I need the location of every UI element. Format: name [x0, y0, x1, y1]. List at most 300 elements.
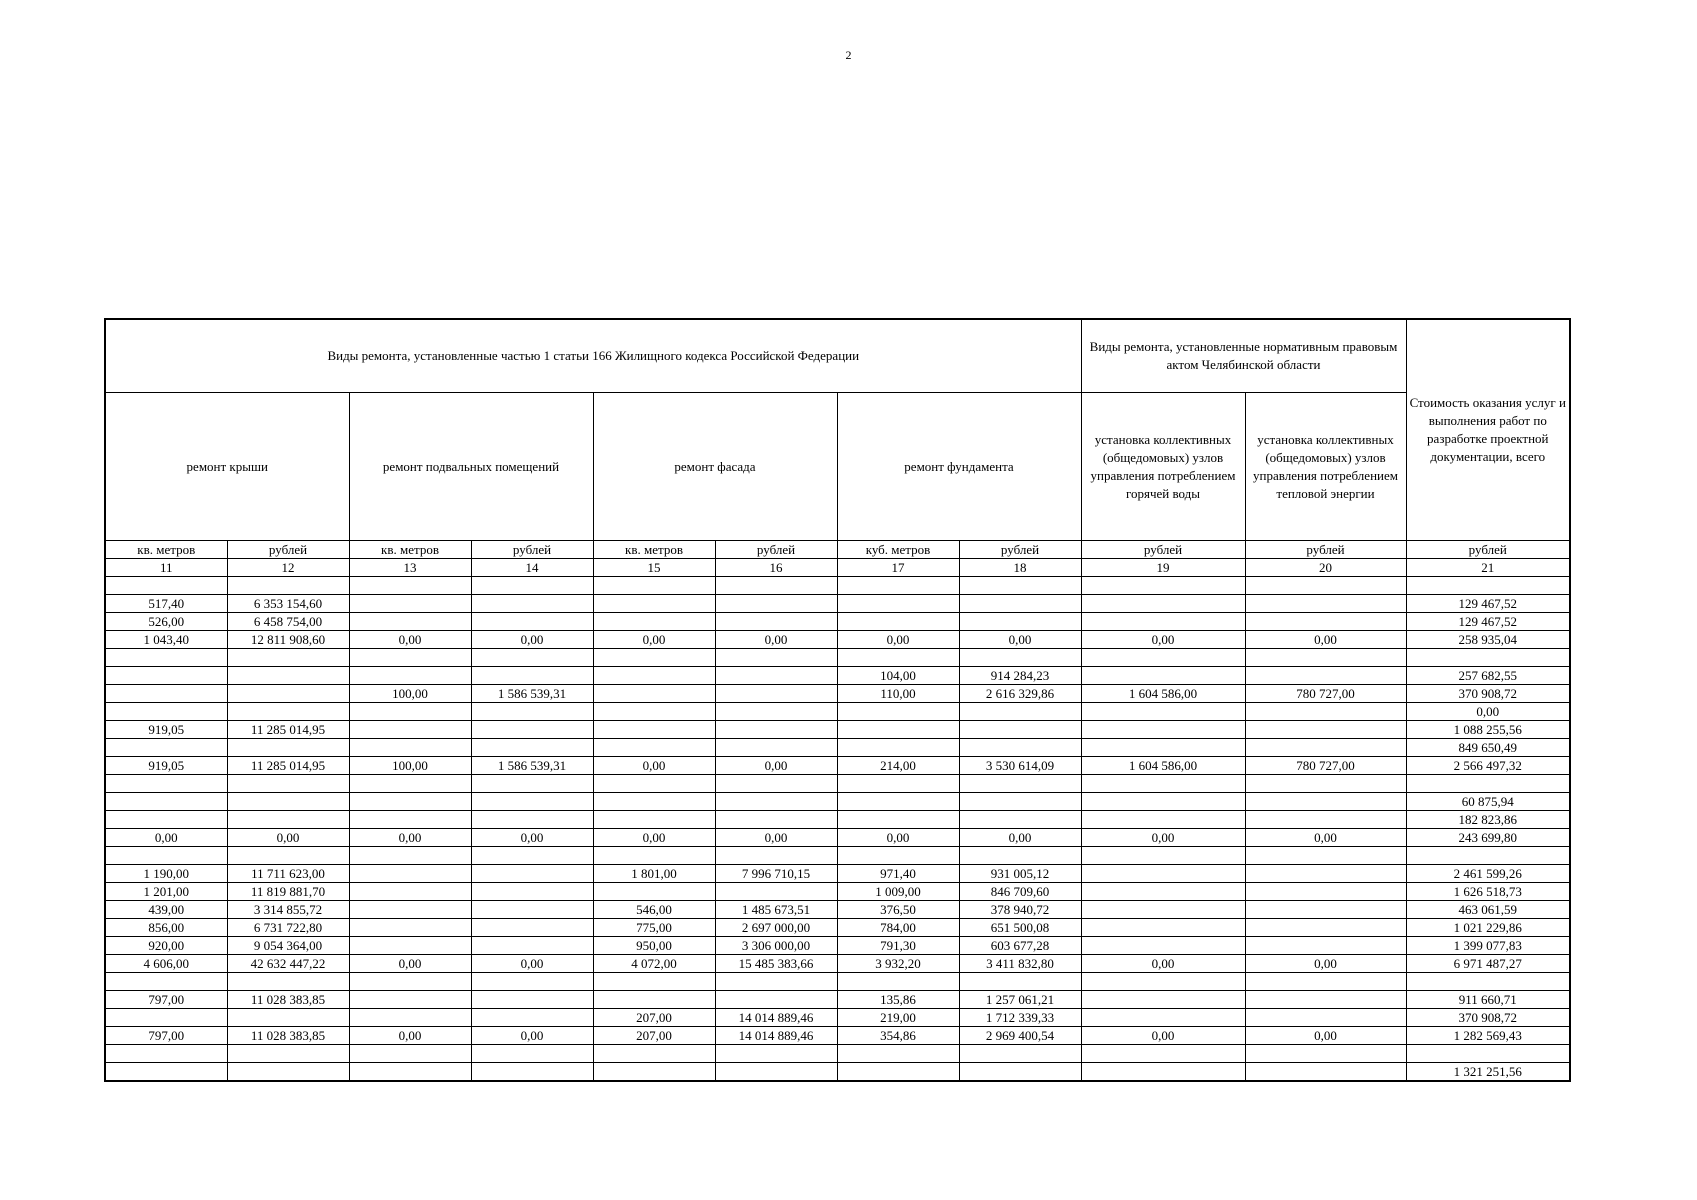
column-number: 17 [837, 559, 959, 577]
table-cell: 1 586 539,31 [471, 757, 593, 775]
table-cell [715, 793, 837, 811]
table-row [105, 793, 1570, 811]
table-cell: 651 500,08 [959, 919, 1081, 937]
table-cell [227, 667, 349, 685]
table-cell: 517,40 [105, 595, 227, 613]
table-cell: 182 823,86 [1406, 811, 1570, 829]
table-cell: 1 021 229,86 [1406, 919, 1570, 937]
table-cell [959, 595, 1081, 613]
table-cell [715, 667, 837, 685]
header-work-foundation: ремонт фундамента [837, 393, 1081, 541]
table-cell [105, 775, 227, 793]
table-cell: 1 009,00 [837, 883, 959, 901]
table-cell [593, 721, 715, 739]
page-number: 2 [845, 48, 852, 62]
table-row [105, 1045, 1570, 1063]
table-cell: 3 530 614,09 [959, 757, 1081, 775]
table-cell [471, 865, 593, 883]
table-cell: 354,86 [837, 1027, 959, 1045]
table-cell [471, 721, 593, 739]
table-cell [837, 1063, 959, 1082]
table-cell [1081, 1045, 1245, 1063]
table-cell [471, 937, 593, 955]
table-cell [1406, 577, 1570, 595]
table-cell: 11 285 014,95 [227, 757, 349, 775]
table-cell [1081, 937, 1245, 955]
table-row [105, 883, 1570, 901]
unit-cell: куб. метров [837, 541, 959, 559]
table-cell [1081, 775, 1245, 793]
table-cell [959, 811, 1081, 829]
table-cell: 0,00 [1406, 703, 1570, 721]
table-cell [715, 811, 837, 829]
table-cell [1081, 577, 1245, 595]
unit-cell: рублей [471, 541, 593, 559]
table-cell [227, 793, 349, 811]
table-row [105, 721, 1570, 739]
table-cell: 0,00 [959, 829, 1081, 847]
table-cell [471, 613, 593, 631]
table-cell [1245, 919, 1406, 937]
table-cell: 797,00 [105, 991, 227, 1009]
table-cell [349, 973, 471, 991]
table-cell [227, 811, 349, 829]
table-cell [471, 883, 593, 901]
table-cell [105, 973, 227, 991]
table-cell [1081, 919, 1245, 937]
table-row [105, 991, 1570, 1009]
table-cell: 1 399 077,83 [1406, 937, 1570, 955]
table-cell [349, 1009, 471, 1027]
table-cell: 0,00 [471, 829, 593, 847]
table-cell [349, 919, 471, 937]
table-cell: 911 660,71 [1406, 991, 1570, 1009]
table-cell [227, 1009, 349, 1027]
table-cell: 0,00 [349, 1027, 471, 1045]
table-cell [593, 811, 715, 829]
table-cell: 0,00 [837, 631, 959, 649]
table-cell [715, 649, 837, 667]
table-cell [227, 847, 349, 865]
table-cell: 104,00 [837, 667, 959, 685]
table-cell: 1 626 518,73 [1406, 883, 1570, 901]
table-cell [837, 613, 959, 631]
table-cell: 0,00 [1245, 1027, 1406, 1045]
table-cell [593, 595, 715, 613]
table-cell [227, 685, 349, 703]
table-cell: 11 028 383,85 [227, 991, 349, 1009]
table-cell: 4 606,00 [105, 955, 227, 973]
table-cell [715, 739, 837, 757]
table-row [105, 955, 1570, 973]
table-cell [105, 667, 227, 685]
table-cell [959, 1063, 1081, 1082]
header-work-hot-water: установка коллективных (общедомовых) узлов управления потреблением горячей воды [1081, 393, 1245, 541]
table-cell [471, 793, 593, 811]
table-cell [349, 991, 471, 1009]
table-cell: 1 190,00 [105, 865, 227, 883]
table-cell: 0,00 [593, 757, 715, 775]
table-cell [349, 793, 471, 811]
table-cell: 3 306 000,00 [715, 937, 837, 955]
table-cell: 0,00 [837, 829, 959, 847]
table-cell: 4 072,00 [593, 955, 715, 973]
table-row [105, 919, 1570, 937]
table-cell [1245, 865, 1406, 883]
table-cell: 0,00 [1245, 955, 1406, 973]
table-cell [593, 667, 715, 685]
table-cell: 6 353 154,60 [227, 595, 349, 613]
table-cell: 11 711 623,00 [227, 865, 349, 883]
table-cell [1245, 811, 1406, 829]
table-cell [1406, 847, 1570, 865]
table-cell: 370 908,72 [1406, 1009, 1570, 1027]
table-cell [1081, 793, 1245, 811]
table-cell [105, 1045, 227, 1063]
table-cell [1245, 937, 1406, 955]
table-cell: 1 712 339,33 [959, 1009, 1081, 1027]
table-cell: 0,00 [1081, 829, 1245, 847]
table-cell [471, 991, 593, 1009]
table-cell: 0,00 [1245, 631, 1406, 649]
table-cell [593, 685, 715, 703]
table-cell: 258 935,04 [1406, 631, 1570, 649]
header-work-heat: установка коллективных (общедомовых) узлов управления потреблением тепловой энергии [1245, 393, 1406, 541]
header-group-federal: Виды ремонта, установленные частью 1 статьи 166 Жилищного кодекса Российской Федерации [105, 319, 1081, 393]
table-cell [1245, 1045, 1406, 1063]
table-row [105, 739, 1570, 757]
table-cell [1081, 667, 1245, 685]
table-cell [1081, 991, 1245, 1009]
table-cell: 6 458 754,00 [227, 613, 349, 631]
table-cell: 1 043,40 [105, 631, 227, 649]
table-cell [959, 973, 1081, 991]
table-cell [715, 685, 837, 703]
table-cell [715, 991, 837, 1009]
unit-cell: рублей [1245, 541, 1406, 559]
table-cell: 0,00 [105, 829, 227, 847]
table-cell [593, 1045, 715, 1063]
table-cell [105, 1009, 227, 1027]
table-cell [1081, 883, 1245, 901]
table-cell [715, 721, 837, 739]
table-cell [1081, 865, 1245, 883]
table-cell [1245, 973, 1406, 991]
table-cell [715, 703, 837, 721]
column-number: 13 [349, 559, 471, 577]
table-cell [349, 739, 471, 757]
unit-cell: рублей [959, 541, 1081, 559]
table-cell: 0,00 [227, 829, 349, 847]
table-cell: 207,00 [593, 1027, 715, 1045]
table-cell: 846 709,60 [959, 883, 1081, 901]
table-cell [227, 649, 349, 667]
table-cell [959, 793, 1081, 811]
table-cell: 919,05 [105, 757, 227, 775]
table-cell [349, 721, 471, 739]
column-number: 19 [1081, 559, 1245, 577]
table-cell [715, 1063, 837, 1082]
table-cell [227, 739, 349, 757]
table-cell: 243 699,80 [1406, 829, 1570, 847]
table-cell [593, 883, 715, 901]
table-cell [1406, 775, 1570, 793]
table-cell: 3 932,20 [837, 955, 959, 973]
table-cell [471, 739, 593, 757]
table-cell [105, 847, 227, 865]
table-cell [715, 883, 837, 901]
table-cell [1245, 649, 1406, 667]
table-cell [471, 649, 593, 667]
table-cell [715, 595, 837, 613]
table-cell [1245, 613, 1406, 631]
table-cell: 0,00 [471, 1027, 593, 1045]
table-cell [105, 739, 227, 757]
table-cell [471, 703, 593, 721]
table-cell [471, 1045, 593, 1063]
table-cell [1245, 901, 1406, 919]
table-row [105, 595, 1570, 613]
table-cell [715, 577, 837, 595]
table-cell: 1 088 255,56 [1406, 721, 1570, 739]
table-cell: 0,00 [715, 631, 837, 649]
table-cell [593, 793, 715, 811]
table-cell: 784,00 [837, 919, 959, 937]
table-cell [715, 973, 837, 991]
table-cell: 0,00 [959, 631, 1081, 649]
table-cell [1081, 847, 1245, 865]
table-cell: 60 875,94 [1406, 793, 1570, 811]
table-cell: 6 971 487,27 [1406, 955, 1570, 973]
table-cell [349, 613, 471, 631]
table-cell [471, 1063, 593, 1082]
header-number-row [105, 559, 1570, 577]
table-cell: 0,00 [1245, 829, 1406, 847]
table-cell: 0,00 [471, 631, 593, 649]
table-cell: 129 467,52 [1406, 595, 1570, 613]
table-cell [349, 901, 471, 919]
table-cell: 1 604 586,00 [1081, 685, 1245, 703]
table-row [105, 613, 1570, 631]
header-work-roof: ремонт крыши [105, 393, 349, 541]
table-cell [715, 613, 837, 631]
table-row [105, 1063, 1570, 1082]
table-row [105, 703, 1570, 721]
table-cell: 11 285 014,95 [227, 721, 349, 739]
table-row [105, 1027, 1570, 1045]
table-cell: 14 014 889,46 [715, 1027, 837, 1045]
table-cell [227, 1045, 349, 1063]
table-cell: 6 731 722,80 [227, 919, 349, 937]
column-number: 12 [227, 559, 349, 577]
table-cell [349, 865, 471, 883]
table-cell: 1 257 061,21 [959, 991, 1081, 1009]
table-cell: 14 014 889,46 [715, 1009, 837, 1027]
table-cell [471, 667, 593, 685]
table-cell [349, 667, 471, 685]
table-cell [1245, 883, 1406, 901]
table-cell [1081, 649, 1245, 667]
header-work-facade: ремонт фасада [593, 393, 837, 541]
column-number: 14 [471, 559, 593, 577]
table-cell: 3 314 855,72 [227, 901, 349, 919]
table-cell: 797,00 [105, 1027, 227, 1045]
table-cell [959, 1045, 1081, 1063]
table-cell [593, 613, 715, 631]
table-cell [837, 847, 959, 865]
header-group-regional: Виды ремонта, установленные нормативным правовым актом Челябинской области [1081, 319, 1406, 393]
table-row [105, 757, 1570, 775]
table-cell: 1 201,00 [105, 883, 227, 901]
table-cell: 1 586 539,31 [471, 685, 593, 703]
table-cell [1245, 595, 1406, 613]
table-cell: 439,00 [105, 901, 227, 919]
table-cell [593, 649, 715, 667]
table-cell [837, 1045, 959, 1063]
table-cell [1245, 577, 1406, 595]
table-cell [349, 811, 471, 829]
table-row [105, 667, 1570, 685]
table-cell [105, 577, 227, 595]
table-cell [959, 577, 1081, 595]
repair-cost-table [104, 318, 1571, 1082]
table-cell: 2 616 329,86 [959, 685, 1081, 703]
table-cell: 1 604 586,00 [1081, 757, 1245, 775]
table-cell: 780 727,00 [1245, 757, 1406, 775]
column-number: 21 [1406, 559, 1570, 577]
table-cell: 257 682,55 [1406, 667, 1570, 685]
table-cell [349, 883, 471, 901]
table-cell: 2 697 000,00 [715, 919, 837, 937]
table-cell: 1 801,00 [593, 865, 715, 883]
table-cell: 791,30 [837, 937, 959, 955]
table-cell [227, 703, 349, 721]
table-cell [837, 721, 959, 739]
header-work-row [105, 393, 1570, 541]
table-row [105, 901, 1570, 919]
table-cell [1245, 721, 1406, 739]
header-group-row [105, 319, 1570, 393]
table-cell [593, 847, 715, 865]
table-cell: 1 282 569,43 [1406, 1027, 1570, 1045]
table-cell [1081, 595, 1245, 613]
table-cell: 919,05 [105, 721, 227, 739]
table-cell: 11 819 881,70 [227, 883, 349, 901]
table-cell [1081, 811, 1245, 829]
table-cell [1081, 1063, 1245, 1082]
table-body [105, 577, 1570, 1082]
table-cell: 0,00 [349, 955, 471, 973]
table-cell [593, 973, 715, 991]
table-cell [837, 793, 959, 811]
table-cell: 920,00 [105, 937, 227, 955]
table-cell [959, 703, 1081, 721]
table-row [105, 937, 1570, 955]
table-cell: 546,00 [593, 901, 715, 919]
table-cell: 207,00 [593, 1009, 715, 1027]
column-number: 15 [593, 559, 715, 577]
table-cell [837, 739, 959, 757]
table-cell [105, 649, 227, 667]
table-cell [593, 703, 715, 721]
table-cell [1245, 775, 1406, 793]
table-row [105, 685, 1570, 703]
table-row [105, 631, 1570, 649]
table-cell: 12 811 908,60 [227, 631, 349, 649]
table-cell: 1 485 673,51 [715, 901, 837, 919]
table-cell [1245, 991, 1406, 1009]
table-cell [837, 811, 959, 829]
table-cell [471, 901, 593, 919]
table-cell [471, 1009, 593, 1027]
table-cell [227, 577, 349, 595]
table-cell: 1 321 251,56 [1406, 1063, 1570, 1082]
table-cell: 971,40 [837, 865, 959, 883]
table-cell: 0,00 [593, 829, 715, 847]
table-row [105, 829, 1570, 847]
table-cell [349, 1045, 471, 1063]
table-cell [471, 595, 593, 613]
table-cell [715, 1045, 837, 1063]
table-cell: 219,00 [837, 1009, 959, 1027]
table-cell: 7 996 710,15 [715, 865, 837, 883]
table-cell: 780 727,00 [1245, 685, 1406, 703]
table-cell [593, 739, 715, 757]
table-row [105, 649, 1570, 667]
table-cell [837, 973, 959, 991]
table-cell [349, 775, 471, 793]
table-row [105, 865, 1570, 883]
table-cell [1245, 739, 1406, 757]
table-cell: 856,00 [105, 919, 227, 937]
table-cell: 0,00 [1081, 1027, 1245, 1045]
table-cell [593, 775, 715, 793]
table-cell [593, 991, 715, 1009]
table-cell [1245, 703, 1406, 721]
table-cell: 9 054 364,00 [227, 937, 349, 955]
table-cell [1245, 667, 1406, 685]
table-cell [959, 613, 1081, 631]
table-cell [837, 703, 959, 721]
table-cell [1245, 1009, 1406, 1027]
table-cell [1081, 973, 1245, 991]
table-cell: 914 284,23 [959, 667, 1081, 685]
unit-cell: рублей [1406, 541, 1570, 559]
unit-cell: рублей [715, 541, 837, 559]
table-row [105, 811, 1570, 829]
table-cell [959, 847, 1081, 865]
table-cell: 15 485 383,66 [715, 955, 837, 973]
table-cell [1406, 1045, 1570, 1063]
table-cell [1245, 847, 1406, 865]
table-cell [349, 649, 471, 667]
table-cell: 214,00 [837, 757, 959, 775]
table-cell [715, 847, 837, 865]
table-cell: 2 969 400,54 [959, 1027, 1081, 1045]
table-cell [1081, 703, 1245, 721]
table-cell [593, 577, 715, 595]
table-cell: 3 411 832,80 [959, 955, 1081, 973]
table-cell [471, 577, 593, 595]
table-cell: 378 940,72 [959, 901, 1081, 919]
table-cell: 2 461 599,26 [1406, 865, 1570, 883]
table-cell [105, 703, 227, 721]
table-cell [349, 847, 471, 865]
unit-cell: кв. метров [105, 541, 227, 559]
table-cell [959, 775, 1081, 793]
table-cell [1081, 613, 1245, 631]
table-cell [471, 919, 593, 937]
